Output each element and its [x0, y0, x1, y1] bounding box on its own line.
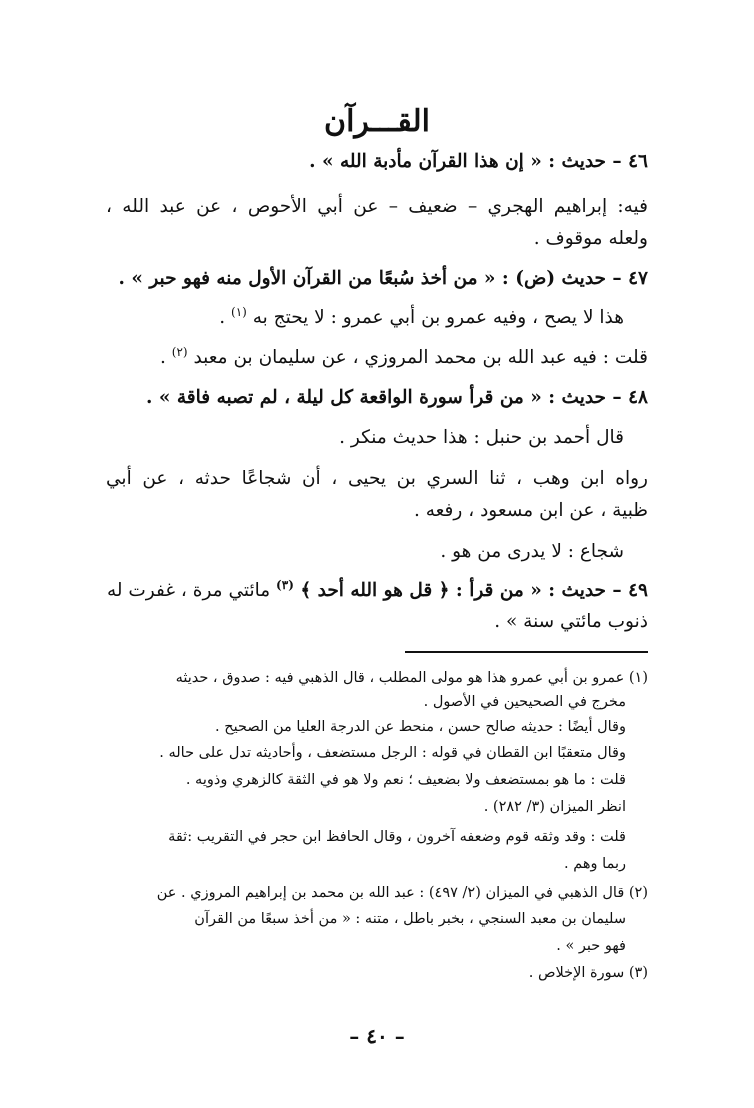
hadith-47-line-1	[106, 304, 624, 332]
hadith-47-line-2-end: .	[159, 347, 172, 368]
footnote-1-line-8: ربما وهم .	[564, 856, 626, 872]
hadith-47-line-2-text: قلت : فيه عبد الله بن محمد المروزي ، عن سليمان بن معبد	[193, 347, 648, 368]
footnote-2-line-1: (٢) قال الذهبي في الميزان (٢/ ٤٩٧) : عبد الله بن محمد بن إبراهيم المروزي . عن	[156, 885, 648, 901]
hadith-48-line-1: قال أحمد بن حنبل : هذا حديث منكر .	[339, 427, 624, 448]
hadith-46-line-2: ولعله موقوف .	[533, 228, 648, 249]
hadith-48-line-2: رواه ابن وهب ، ثنا السري بن يحيى ، أن شجاعًا حدثه ، عن أبي	[106, 468, 648, 489]
footnote-ref-3: (٣)	[276, 577, 294, 592]
footnote-1-line-7: قلت : وقد وثقه قوم وضعفه آخرون ، وقال الحافظ ابن حجر في التقريب :ثقة	[168, 829, 626, 845]
hadith-48-line-3: ظبية ، عن ابن مسعود ، رفعه .	[413, 500, 648, 521]
hadith-49-line-2: ذنوب مائتي سنة » .	[494, 611, 648, 632]
hadith-49-heading-part-2: مائتي مرة ، غفرت له	[106, 580, 277, 601]
footnote-1-line-4: وقال متعقبًا ابن القطان في قوله : الرجل مستضعف ، وأحاديثه تدل على حاله .	[159, 745, 626, 761]
hadith-47-heading: ٤٧ – حديث (ض) : « من أخذ سُبعًا من القرآن الأول منه فهو حبر » .	[118, 268, 648, 289]
footnote-1-line-5: قلت : ما هو بمستضعف ولا بضعيف ؛ نعم ولا هو في الثقة كالزهري وذويه .	[185, 772, 626, 788]
hadith-49-heading	[106, 577, 648, 605]
hadith-46-heading: ٤٦ – حديث : « إن هذا القرآن مأدبة الله » .	[309, 151, 648, 172]
hadith-49-heading-part-1: ٤٩ – حديث : « من قرأ : ﴿ قل هو الله أحد ﴾	[300, 580, 648, 601]
footnote-1-line-6: انظر الميزان (٣/ ٢٨٢) .	[483, 799, 626, 815]
footnote-3-line-1: (٣) سورة الإخلاص .	[528, 965, 648, 981]
footnote-ref-2: (٢)	[171, 344, 188, 359]
footnote-separator	[405, 651, 648, 653]
footnote-1-line-1: (١) عمرو بن أبي عمرو هذا هو مولى المطلب ، قال الذهبي فيه : صدوق ، حديثه	[175, 670, 648, 686]
section-title: القـــرآن	[324, 104, 430, 139]
hadith-48-line-4: شجاع : لا يدرى من هو .	[440, 541, 624, 562]
footnote-1-line-2: مخرج في الصحيحين في الأصول .	[423, 694, 626, 710]
hadith-46-line-1: فيه: إبراهيم الهجري – ضعيف – عن أبي الأحوص ، عن عبد الله ،	[106, 196, 648, 217]
footnote-2-line-2: سليمان بن معبد السنجي ، بخبر باطل ، متنه : « من أخذ سبعًا من القرآن	[194, 911, 626, 927]
hadith-47-line-1-end: .	[219, 307, 232, 328]
hadith-47-line-2	[106, 344, 648, 372]
footnote-2-line-3: فهو حبر » .	[556, 938, 626, 954]
footnote-ref-1: (١)	[231, 304, 247, 319]
hadith-47-line-1-text: هذا لا يصح ، وفيه عمرو بن أبي عمرو : لا يحتج به	[252, 307, 624, 328]
footnote-1-line-3: وقال أيضًا : حديثه صالح حسن ، منحط عن الدرجة العليا من الصحيح .	[215, 719, 626, 735]
page-number: – ٤٠ –	[349, 1024, 405, 1048]
hadith-48-heading: ٤٨ – حديث : « من قرأ سورة الواقعة كل ليلة ، لم تصبه فاقة » .	[146, 387, 648, 408]
